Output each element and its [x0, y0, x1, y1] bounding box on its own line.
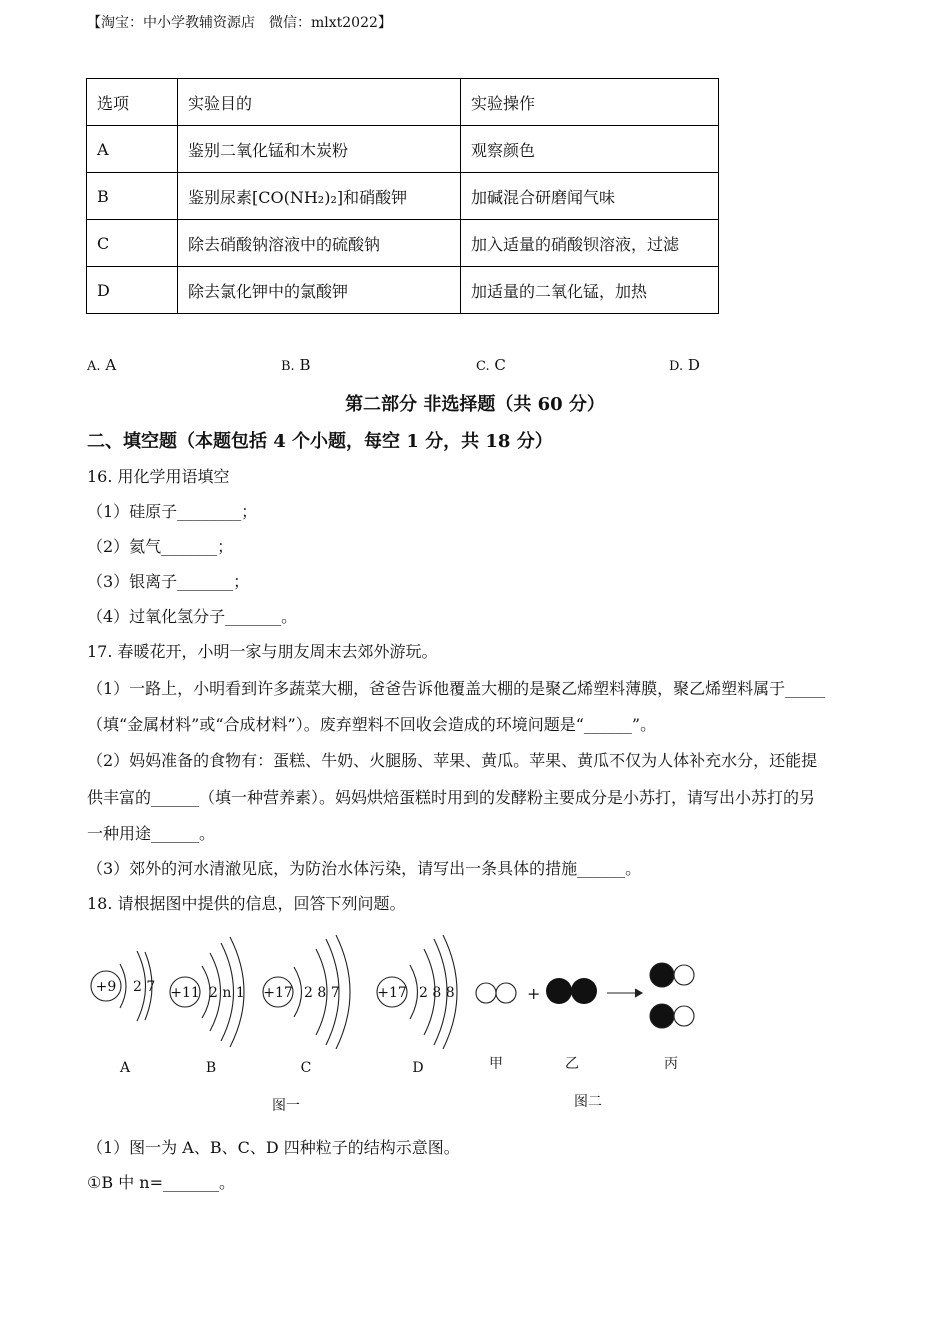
molecule-bing: [650, 963, 694, 1028]
black-atom: [546, 978, 572, 1004]
q16-item-3: （3）银离子_______；: [87, 572, 250, 591]
q16-item-1: （1）硅原子________；: [87, 502, 258, 521]
choice-text: C: [494, 356, 506, 374]
q18-figures: [80, 925, 720, 1120]
plus-sign: +: [527, 984, 541, 1003]
table-cell: A: [87, 126, 178, 173]
molecule-jia: [476, 983, 516, 1003]
black-atom: [650, 963, 674, 987]
table-cell: 鉴别二氧化锰和木炭粉: [178, 126, 461, 173]
nucleus-label-a: +9: [95, 979, 117, 995]
particle-label-b: B: [205, 1060, 217, 1076]
table-header-cell: 实验目的: [178, 79, 461, 126]
label-yi: 乙: [565, 1056, 579, 1072]
table-header-row: [87, 79, 719, 126]
reaction-arrow: [607, 989, 642, 997]
molecule-yi: [546, 978, 597, 1004]
choice-d[interactable]: [669, 356, 700, 374]
table-cell: 加入适量的硝酸钡溶液，过滤: [461, 220, 719, 267]
choice-c[interactable]: [476, 356, 506, 374]
white-atom: [496, 983, 516, 1003]
q18-stem: 18. 请根据图中提供的信息，回答下列问题。: [87, 894, 406, 913]
table-header-cell: 选项: [87, 79, 178, 126]
q16-item-2: （2）氦气_______；: [87, 537, 234, 556]
shell-label-a: 2 7: [133, 979, 156, 995]
choice-a[interactable]: [87, 356, 116, 374]
choice-letter: A.: [87, 359, 101, 374]
choice-text: B: [299, 356, 311, 374]
nucleus-label-d: +17: [377, 985, 407, 1001]
choice-letter: C.: [476, 359, 490, 374]
options-table: [86, 78, 719, 314]
table-cell: D: [87, 267, 178, 314]
table-cell: C: [87, 220, 178, 267]
figure-2-caption: 图二: [574, 1094, 602, 1110]
table-cell: 加适量的二氧化锰，加热: [461, 267, 719, 314]
shell-arc: [410, 965, 418, 1019]
shell-label-c: 2 8 7: [304, 985, 340, 1001]
table-row: [87, 173, 719, 220]
table-cell: 鉴别尿素[CO(NH₂)₂]和硝酸钾: [178, 173, 461, 220]
shell-label-b: 2 n 1: [209, 985, 245, 1001]
table-cell: 除去氯化钾中的氯酸钾: [178, 267, 461, 314]
q18-sub1: （1）图一为 A、B、C、D 四种粒子的结构示意图。: [87, 1138, 460, 1157]
choice-letter: D.: [669, 359, 684, 374]
shell-label-d: 2 8 8: [419, 985, 455, 1001]
white-atom: [674, 965, 694, 985]
label-bing: 丙: [664, 1056, 678, 1072]
q17-part1-line1: （1）一路上，小明看到许多蔬菜大棚，爸爸告诉他覆盖大棚的是聚乙烯塑料薄膜，聚乙烯塑料属于_____: [87, 679, 826, 698]
figure-1-caption: 图一: [272, 1098, 300, 1114]
particle-label-a: A: [119, 1060, 131, 1076]
page-header: 【淘宝：中小学教辅资源店 微信：mlxt2022】: [87, 15, 392, 31]
table-cell: 观察颜色: [461, 126, 719, 173]
q17-part2-line1: （2）妈妈准备的食物有：蛋糕、牛奶、火腿肠、苹果、黄瓜。苹果、黄瓜不仅为人体补充水分，还能提: [87, 751, 818, 770]
table-header-cell: 实验操作: [461, 79, 719, 126]
choice-letter: B.: [281, 359, 295, 374]
subheading: 二、填空题（本题包括 4 个小题，每空 1 分，共 18 分）: [87, 431, 553, 452]
table-row: [87, 126, 719, 173]
q17-stem: 17. 春暖花开，小明一家与朋友周末去郊外游玩。: [87, 642, 438, 661]
section-title: 第二部分 非选择题（共 60 分）: [345, 394, 605, 415]
label-jia: 甲: [489, 1056, 503, 1072]
table-cell: 除去硝酸钠溶液中的硫酸钠: [178, 220, 461, 267]
nucleus-label-c: +17: [263, 985, 293, 1001]
white-atom: [476, 983, 496, 1003]
table-cell: 加碱混合研磨闻气味: [461, 173, 719, 220]
table-row: [87, 267, 719, 314]
shell-arc: [294, 967, 302, 1017]
q16-item-4: （4）过氧化氢分子_______。: [87, 607, 298, 626]
q17-part2-line2: 供丰富的______（填一种营养素）。妈妈烘焙蛋糕时用到的发酵粉主要成分是小苏打，请写出小苏打的另: [87, 788, 816, 807]
black-atom: [650, 1004, 674, 1028]
black-atom: [571, 978, 597, 1004]
particle-label-c: C: [300, 1060, 312, 1076]
table-cell: B: [87, 173, 178, 220]
choice-b[interactable]: [281, 356, 311, 374]
q17-part2-line3: 一种用途______。: [87, 824, 216, 843]
table-row: [87, 220, 719, 267]
choice-text: A: [105, 356, 117, 374]
q17-part3: （3）郊外的河水清澈见底，为防治水体污染，请写出一条具体的措施______。: [87, 859, 642, 878]
q17-part1-line2: （填“金属材料”或“合成材料”）。废弃塑料不回收会造成的环境问题是“______”。: [87, 715, 657, 734]
q16-stem: 16. 用化学用语填空: [87, 467, 230, 486]
q18-sub1a: ①B 中 n=_______。: [87, 1173, 235, 1192]
white-atom: [674, 1006, 694, 1026]
choice-text: D: [687, 356, 700, 374]
particle-label-d: D: [412, 1060, 424, 1076]
nucleus-label-b: +11: [170, 985, 200, 1001]
